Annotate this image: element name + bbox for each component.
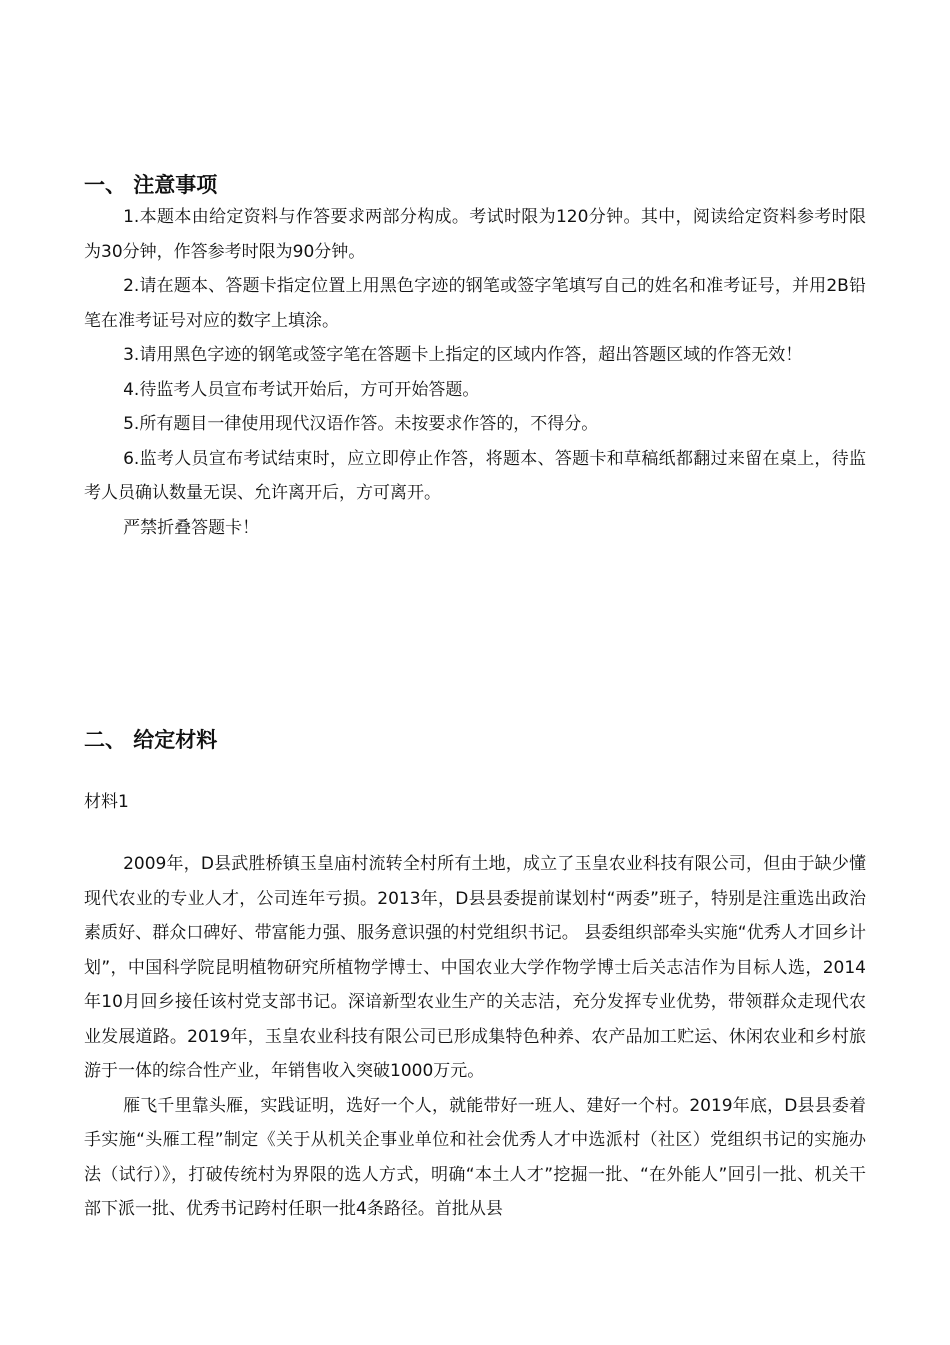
note-item: 4.待监考人员宣布考试开始后，方可开始答题。 [123,379,480,400]
note-warning: 严禁折叠答题卡！ [123,517,260,538]
note-item: 2.请在题本、答题卡指定位置上用黑色字迹的钢笔或签字笔填写自己的姓名和准考证号，并用2B铅笔在准考证号对应的数字上填涂。 [84,276,866,331]
section-material-title: 二、 给定材料 [84,727,218,752]
note-item: 1.本题本由给定资料与作答要求两部分构成。考试时限为120分钟。其中，阅读给定资料参考时限为30分钟，作答参考时限为90分钟。 [84,207,866,262]
note-item: 6.监考人员宣布考试结束时，应立即停止作答，将题本、答题卡和草稿纸都翻过来留在桌上，待监考人员确认数量无误、允许离开后，方可离开。 [84,448,866,503]
note-item: 3.请用黑色字迹的钢笔或签字笔在答题卡上指定的区域内作答，超出答题区域的作答无效！ [123,345,803,365]
material-paragraph: 雁飞千里靠头雁，实践证明，选好一个人，就能带好一班人、建好一个村。2019年底，D县县委着手实施“头雁工程”制定《关于从机关企事业单位和社会优秀人才中选派村（社区）党组织书记的实施办法（试行）》，打破传统村为界限的选人方式，明确“本土人才”挖掘一批、“在外能人”回引一批、机关干部下派一批、优秀书记跨村任职一批4条路径。首批从县 [84,1095,866,1219]
material-paragraph: 2009年，D县武胜桥镇玉皇庙村流转全村所有土地，成立了玉皇农业科技有限公司，但由于缺少懂现代农业的专业人才，公司连年亏损。2013年，D县县委提前谋划村“两委”班子，特别是注重选出政治素质好、群众口碑好、带富能力强、服务意识强的村党组织书记。 县委组织部牵头实施“优秀人才回乡计划”，中国科学院昆明植物研究所植物学博士、中国农业大学作物学博士后关志洁作为目标人选，2014年10月回乡接任该村党支部书记。深谙新型农业生产的关志洁，充分发挥专业优势，带领群众走现代农业发展道路。2019年，玉皇农业科技有限公司已形成集特色种养、农产品加工贮运、休闲农业和乡村旅游于一体的综合性产业，年销售收入突破1000万元。 [84,854,866,1081]
material-body [84,847,866,1227]
section-notes-title: 一、 注意事项 [84,172,218,197]
notes-list [84,200,866,545]
material-label: 材料1 [84,792,129,812]
note-item: 5.所有题目一律使用现代汉语作答。未按要求作答的，不得分。 [123,414,599,434]
